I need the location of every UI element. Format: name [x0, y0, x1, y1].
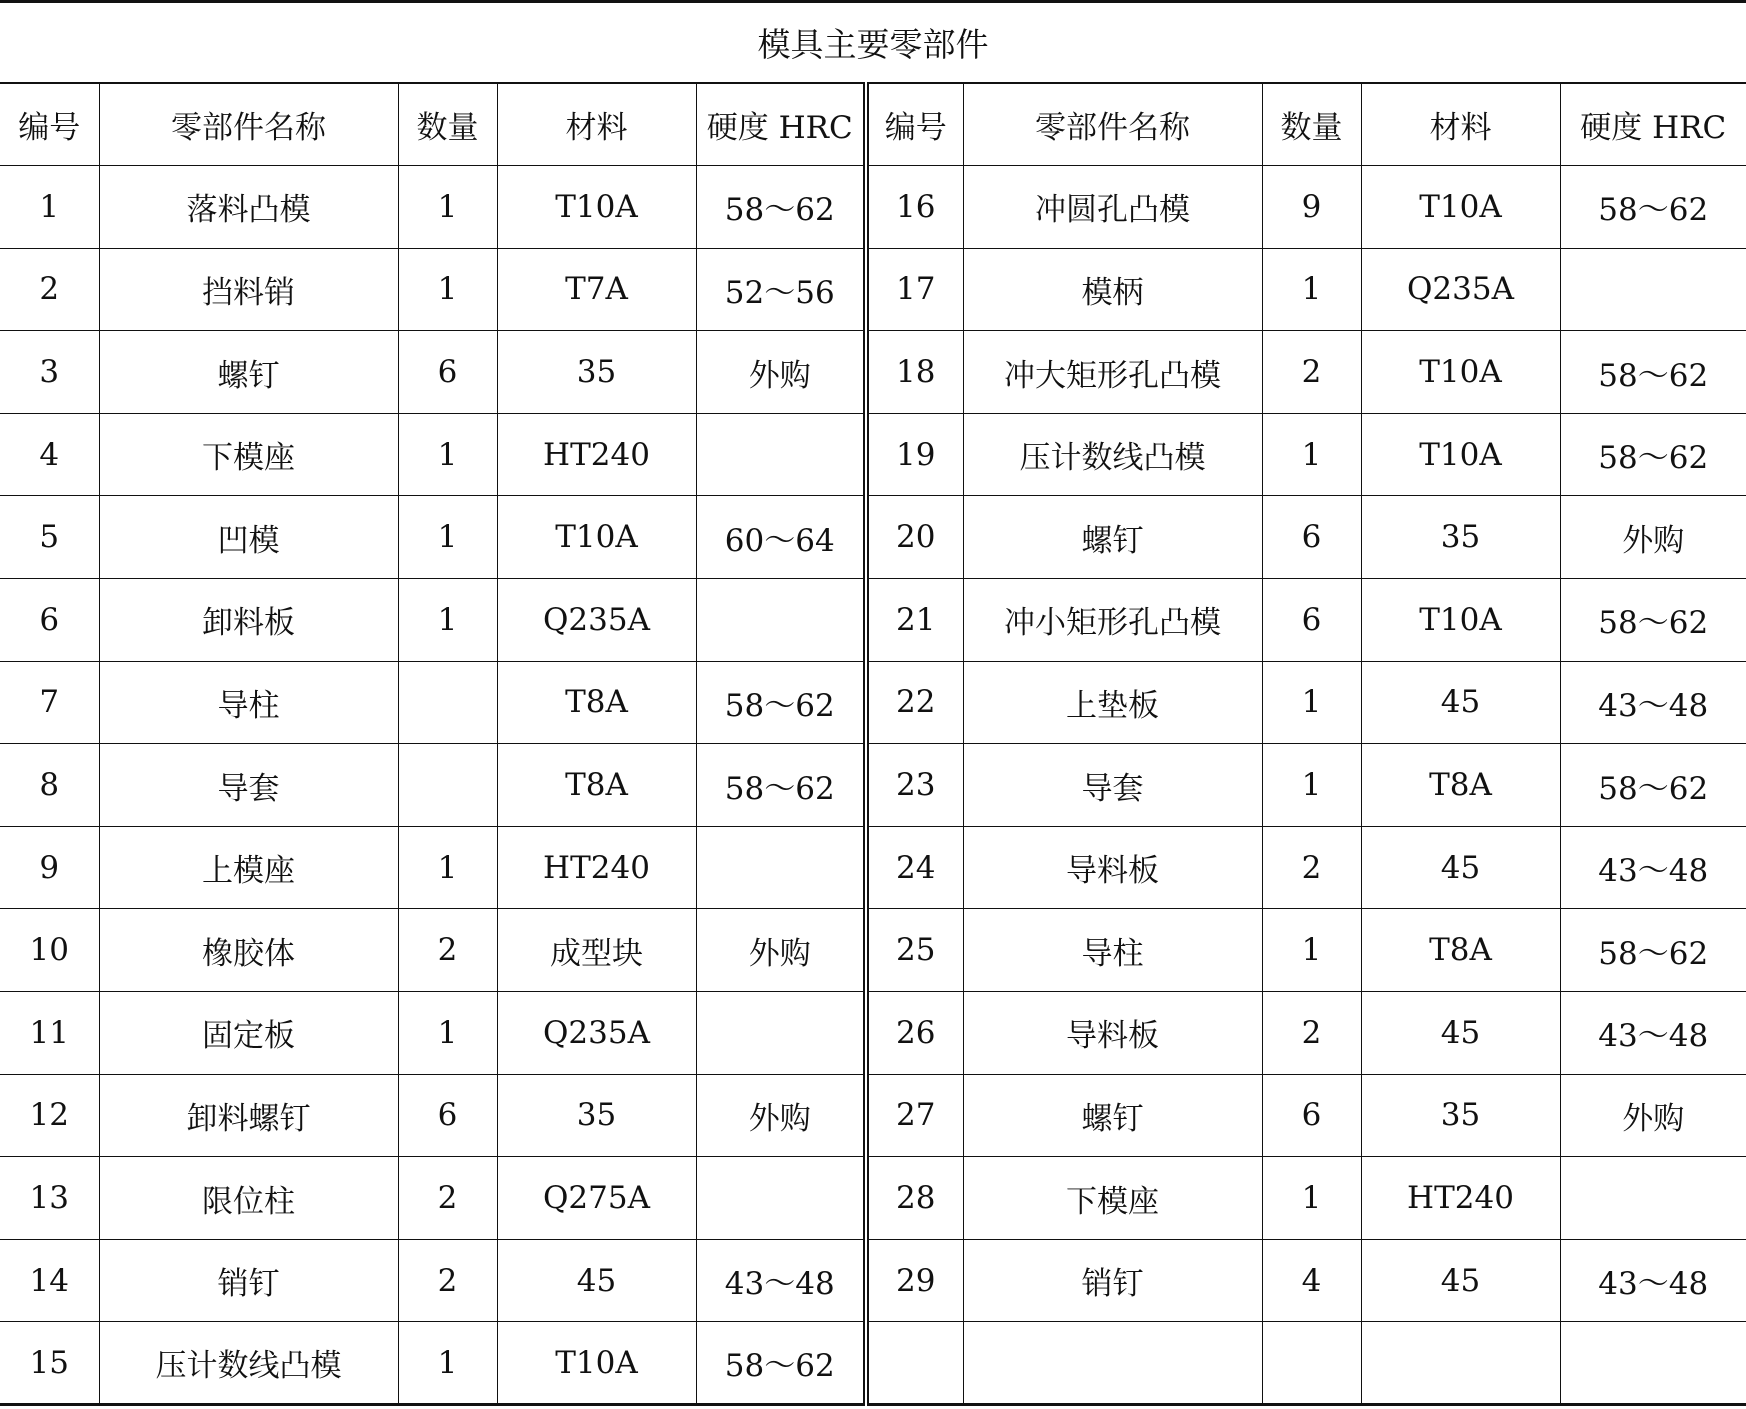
cell-name-left: 导套: [99, 744, 398, 827]
cell-material-left: T7A: [497, 248, 696, 331]
cell-hardness-left: 58～62: [696, 744, 866, 827]
cell-no-left: 9: [0, 826, 99, 909]
cell-qty-left: 1: [398, 496, 497, 579]
cell-name-right: 冲圆孔凸模: [963, 166, 1262, 249]
cell-qty-left: 1: [398, 826, 497, 909]
cell-no-right: 28: [866, 1157, 963, 1240]
cell-material-left: 成型块: [497, 909, 696, 992]
cell-no-right: 18: [866, 331, 963, 414]
cell-qty-left: 2: [398, 1239, 497, 1322]
table-row: [0, 909, 1746, 992]
cell-hardness-right: [1560, 1322, 1746, 1405]
cell-qty-right: 2: [1262, 331, 1361, 414]
cell-no-left: 14: [0, 1239, 99, 1322]
cell-no-right: 26: [866, 992, 963, 1075]
header-cell-no: 编号: [0, 83, 99, 166]
cell-name-right: 销钉: [963, 1239, 1262, 1322]
cell-hardness-right: 43～48: [1560, 661, 1746, 744]
cell-hardness-right: 外购: [1560, 496, 1746, 579]
cell-no-left: 15: [0, 1322, 99, 1405]
cell-name-left: 固定板: [99, 992, 398, 1075]
cell-qty-left: 1: [398, 992, 497, 1075]
cell-no-right: 20: [866, 496, 963, 579]
cell-no-left: 7: [0, 661, 99, 744]
cell-no-left: 6: [0, 579, 99, 662]
cell-hardness-left: 外购: [696, 331, 866, 414]
table-row: [0, 992, 1746, 1075]
cell-hardness-left: [696, 1157, 866, 1240]
cell-material-right: T10A: [1361, 166, 1560, 249]
table-row: [0, 1322, 1746, 1405]
table-row: [0, 826, 1746, 909]
cell-name-right: 下模座: [963, 1157, 1262, 1240]
cell-material-right: 45: [1361, 826, 1560, 909]
header-row: [0, 83, 1746, 166]
cell-qty-right: 6: [1262, 1074, 1361, 1157]
cell-no-right: 21: [866, 579, 963, 662]
cell-qty-right: 1: [1262, 744, 1361, 827]
cell-material-left: T10A: [497, 496, 696, 579]
cell-qty-right: 1: [1262, 661, 1361, 744]
cell-material-right: 45: [1361, 992, 1560, 1075]
cell-qty-right: 9: [1262, 166, 1361, 249]
cell-hardness-left: 60～64: [696, 496, 866, 579]
table-row: [0, 579, 1746, 662]
cell-hardness-right: 外购: [1560, 1074, 1746, 1157]
cell-material-left: HT240: [497, 826, 696, 909]
cell-qty-right: 1: [1262, 413, 1361, 496]
cell-name-left: 压计数线凸模: [99, 1322, 398, 1405]
cell-hardness-left: [696, 579, 866, 662]
cell-hardness-right: [1560, 1157, 1746, 1240]
cell-qty-left: 1: [398, 579, 497, 662]
header-cell-hardness: 硬度 HRC: [696, 83, 866, 166]
cell-hardness-right: 43～48: [1560, 826, 1746, 909]
cell-no-left: 4: [0, 413, 99, 496]
cell-material-right: T8A: [1361, 909, 1560, 992]
cell-hardness-left: 43～48: [696, 1239, 866, 1322]
cell-material-right: Q235A: [1361, 248, 1560, 331]
cell-no-right: 22: [866, 661, 963, 744]
header-cell-qty: 数量: [398, 83, 497, 166]
cell-name-right: 导套: [963, 744, 1262, 827]
header-cell-material-right: 材料: [1361, 83, 1560, 166]
cell-material-right: T10A: [1361, 413, 1560, 496]
cell-hardness-right: 43～48: [1560, 1239, 1746, 1322]
cell-material-left: T10A: [497, 166, 696, 249]
cell-no-left: 11: [0, 992, 99, 1075]
cell-no-left: 8: [0, 744, 99, 827]
cell-name-left: 销钉: [99, 1239, 398, 1322]
cell-no-right: 19: [866, 413, 963, 496]
table-row: [0, 661, 1746, 744]
cell-hardness-left: [696, 826, 866, 909]
cell-hardness-right: 58～62: [1560, 744, 1746, 827]
cell-material-right: HT240: [1361, 1157, 1560, 1240]
cell-no-left: 3: [0, 331, 99, 414]
cell-no-left: 10: [0, 909, 99, 992]
cell-material-left: 35: [497, 331, 696, 414]
cell-name-left: 螺钉: [99, 331, 398, 414]
cell-name-left: 凹模: [99, 496, 398, 579]
cell-qty-right: 1: [1262, 248, 1361, 331]
cell-name-right: 冲大矩形孔凸模: [963, 331, 1262, 414]
cell-qty-right: 1: [1262, 909, 1361, 992]
table-row: [0, 1074, 1746, 1157]
cell-no-right: 17: [866, 248, 963, 331]
cell-name-right: 压计数线凸模: [963, 413, 1262, 496]
cell-hardness-right: 58～62: [1560, 413, 1746, 496]
cell-name-left: 挡料销: [99, 248, 398, 331]
cell-hardness-left: 外购: [696, 1074, 866, 1157]
cell-qty-left: 1: [398, 248, 497, 331]
header-cell-no-right: 编号: [866, 83, 963, 166]
cell-material-left: Q235A: [497, 579, 696, 662]
header-cell-name: 零部件名称: [99, 83, 398, 166]
cell-material-right: 35: [1361, 496, 1560, 579]
cell-hardness-right: 58～62: [1560, 579, 1746, 662]
cell-material-left: Q275A: [497, 1157, 696, 1240]
cell-material-right: [1361, 1322, 1560, 1405]
cell-qty-right: 2: [1262, 992, 1361, 1075]
table-row: [0, 744, 1746, 827]
cell-material-left: 35: [497, 1074, 696, 1157]
cell-qty-left: [398, 661, 497, 744]
cell-material-left: T8A: [497, 744, 696, 827]
cell-no-left: 2: [0, 248, 99, 331]
cell-material-left: HT240: [497, 413, 696, 496]
table-row: [0, 496, 1746, 579]
cell-name-right: 螺钉: [963, 496, 1262, 579]
cell-no-left: 1: [0, 166, 99, 249]
cell-qty-left: 2: [398, 1157, 497, 1240]
table-row: [0, 413, 1746, 496]
cell-material-right: 35: [1361, 1074, 1560, 1157]
header-cell-qty-right: 数量: [1262, 83, 1361, 166]
cell-name-left: 上模座: [99, 826, 398, 909]
cell-hardness-left: 58～62: [696, 661, 866, 744]
parts-table: [0, 82, 1746, 1406]
header-cell-material: 材料: [497, 83, 696, 166]
cell-material-left: T8A: [497, 661, 696, 744]
cell-name-right: 冲小矩形孔凸模: [963, 579, 1262, 662]
cell-name-left: 卸料螺钉: [99, 1074, 398, 1157]
cell-material-left: 45: [497, 1239, 696, 1322]
cell-qty-right: 4: [1262, 1239, 1361, 1322]
cell-material-right: 45: [1361, 1239, 1560, 1322]
cell-name-right: 模柄: [963, 248, 1262, 331]
cell-qty-left: [398, 744, 497, 827]
cell-no-left: 5: [0, 496, 99, 579]
cell-qty-left: 1: [398, 166, 497, 249]
cell-hardness-left: [696, 413, 866, 496]
header-cell-hardness-right: 硬度 HRC: [1560, 83, 1746, 166]
cell-no-left: 13: [0, 1157, 99, 1240]
cell-name-right: 上垫板: [963, 661, 1262, 744]
cell-hardness-left: 52～56: [696, 248, 866, 331]
table-row: [0, 166, 1746, 249]
cell-no-right: 23: [866, 744, 963, 827]
cell-qty-right: 6: [1262, 496, 1361, 579]
cell-material-left: Q235A: [497, 992, 696, 1075]
cell-name-left: 橡胶体: [99, 909, 398, 992]
cell-qty-left: 6: [398, 1074, 497, 1157]
table-row: [0, 331, 1746, 414]
cell-no-right: 25: [866, 909, 963, 992]
cell-hardness-right: 58～62: [1560, 909, 1746, 992]
cell-hardness-right: 43～48: [1560, 992, 1746, 1075]
cell-material-right: T10A: [1361, 579, 1560, 662]
cell-name-right: 螺钉: [963, 1074, 1262, 1157]
cell-name-left: 卸料板: [99, 579, 398, 662]
cell-hardness-left: 外购: [696, 909, 866, 992]
cell-name-right: 导料板: [963, 826, 1262, 909]
cell-no-right: 24: [866, 826, 963, 909]
cell-qty-left: 2: [398, 909, 497, 992]
cell-name-right: 导料板: [963, 992, 1262, 1075]
cell-qty-left: 1: [398, 1322, 497, 1405]
cell-material-right: T8A: [1361, 744, 1560, 827]
cell-name-right: 导柱: [963, 909, 1262, 992]
cell-name-left: 下模座: [99, 413, 398, 496]
cell-hardness-right: 58～62: [1560, 166, 1746, 249]
cell-qty-right: 1: [1262, 1157, 1361, 1240]
cell-qty-right: 2: [1262, 826, 1361, 909]
header-cell-name-right: 零部件名称: [963, 83, 1262, 166]
table-row: [0, 248, 1746, 331]
table-row: [0, 1239, 1746, 1322]
cell-hardness-left: [696, 992, 866, 1075]
cell-material-right: T10A: [1361, 331, 1560, 414]
cell-hardness-left: 58～62: [696, 166, 866, 249]
cell-name-left: 落料凸模: [99, 166, 398, 249]
cell-name-left: 导柱: [99, 661, 398, 744]
cell-hardness-right: [1560, 248, 1746, 331]
cell-hardness-left: 58～62: [696, 1322, 866, 1405]
cell-name-right: [963, 1322, 1262, 1405]
cell-name-left: 限位柱: [99, 1157, 398, 1240]
cell-no-right: 27: [866, 1074, 963, 1157]
table-caption: 模具主要零部件: [0, 0, 1746, 82]
cell-qty-right: 6: [1262, 579, 1361, 662]
cell-qty-right: [1262, 1322, 1361, 1405]
cell-hardness-right: 58～62: [1560, 331, 1746, 414]
cell-material-left: T10A: [497, 1322, 696, 1405]
cell-no-right: 29: [866, 1239, 963, 1322]
table-row: [0, 1157, 1746, 1240]
cell-no-right: 16: [866, 166, 963, 249]
cell-material-right: 45: [1361, 661, 1560, 744]
cell-no-right: [866, 1322, 963, 1405]
cell-no-left: 12: [0, 1074, 99, 1157]
cell-qty-left: 1: [398, 413, 497, 496]
cell-qty-left: 6: [398, 331, 497, 414]
